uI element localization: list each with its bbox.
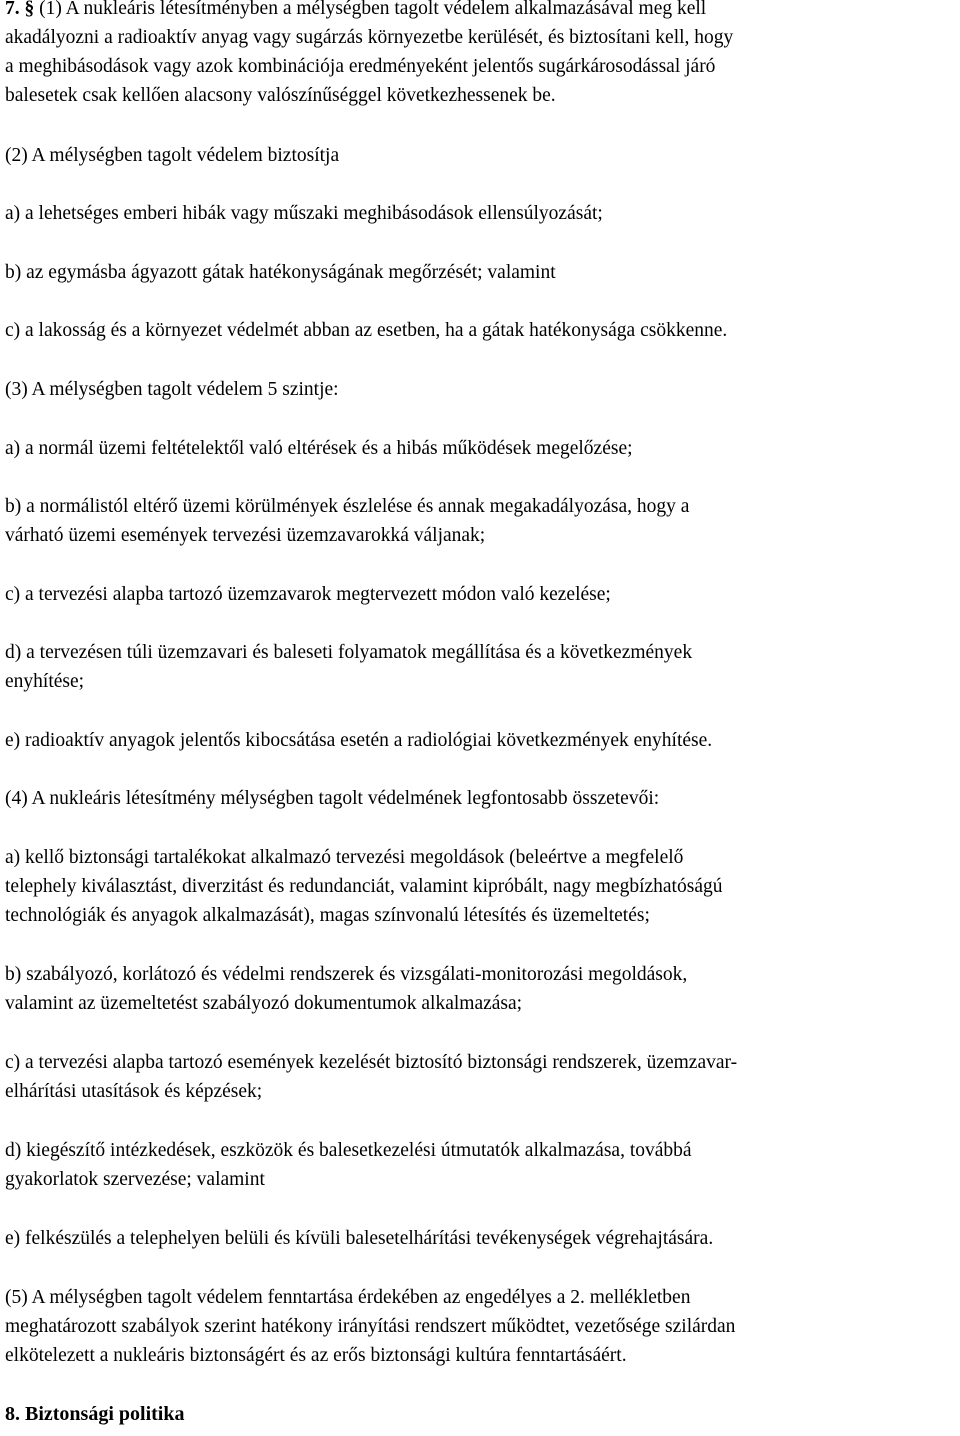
- paragraph-3-item-c: c) a tervezési alapba tartozó üzemzavarok megtervezett módon való kezelése;: [5, 584, 611, 605]
- paragraph-5-line-3: elkötelezett a nukleáris biztonságért és az erős biztonsági kultúra fenntartásáért.: [5, 1345, 627, 1366]
- paragraph-4-item-d-line-1: d) kiegészítő intézkedések, eszközök és balesetkezelési útmutatók alkalmazása, továbbá: [5, 1140, 692, 1161]
- paragraph-3-item-d-line-1: d) a tervezésen túli üzemzavari és baleseti folyamatok megállítása és a következmények: [5, 642, 693, 663]
- paragraph-text: (1) A nukleáris létesítményben a mélységben tagolt védelem alkalmazásával meg kell: [39, 0, 707, 19]
- paragraph-4-item-b-line-1: b) szabályozó, korlátozó és védelmi rendszerek és vizsgálati-monitorozási megoldások,: [5, 964, 688, 985]
- paragraph-4-item-a-line-3: technológiák és anyagok alkalmazását), magas színvonalú létesítés és üzemeltetés;: [5, 905, 650, 926]
- paragraph-4-item-c-line-1: c) a tervezési alapba tartozó események kezelését biztosító biztonsági rendszerek, üzemzavar-: [5, 1052, 738, 1073]
- section-7-line-4: balesetek csak kellően alacsony valószínűséggel következhessenek be.: [5, 85, 556, 106]
- paragraph-2-item-b: b) az egymásba ágyazott gátak hatékonyságának megőrzését; valamint: [5, 262, 556, 283]
- paragraph-4-item-a-line-2: telephely kiválasztást, diverzitást és redundanciát, valamint kipróbált, nagy megbízhatóságú: [5, 876, 723, 897]
- paragraph-5-line-1: (5) A mélységben tagolt védelem fenntartása érdekében az engedélyes a 2. mellékletben: [5, 1287, 691, 1308]
- paragraph-2-item-a: a) a lehetséges emberi hibák vagy műszaki meghibásodások ellensúlyozását;: [5, 203, 603, 224]
- section-7-line-3: a meghibásodások vagy azok kombinációja eredményeként jelentős sugárkárosodással járó: [5, 56, 716, 77]
- paragraph-4-item-e: e) felkészülés a telephelyen belüli és kívüli balesetelhárítási tevékenységek végrehajtására.: [5, 1228, 714, 1249]
- paragraph-5-line-2: meghatározott szabályok szerint hatékony irányítási rendszert működtet, vezetősége szilárdan: [5, 1316, 736, 1337]
- paragraph-2-item-c: c) a lakosság és a környezet védelmét abban az esetben, ha a gátak hatékonysága csökkenne.: [5, 320, 728, 341]
- paragraph-4-item-d-line-2: gyakorlatok szervezése; valamint: [5, 1169, 265, 1190]
- section-7-line-2: akadályozni a radioaktív anyag vagy sugárzás környezetbe kerülését, és biztosítani kell, hogy: [5, 27, 734, 48]
- paragraph-3-item-b-line-1: b) a normálistól eltérő üzemi körülmények észlelése és annak megakadályozása, hogy a: [5, 496, 690, 517]
- paragraph-4-item-a-line-1: a) kellő biztonsági tartalékokat alkalmazó tervezési megoldások (beleértve a megfelelő: [5, 847, 684, 868]
- paragraph-3-item-b-line-2: várható üzemi események tervezési üzemzavarokká váljanak;: [5, 525, 486, 546]
- paragraph-3-item-d-line-2: enyhítése;: [5, 671, 85, 692]
- paragraph-3-item-a: a) a normál üzemi feltételektől való eltérések és a hibás működések megelőzése;: [5, 438, 633, 459]
- paragraph-3-item-e: e) radioaktív anyagok jelentős kibocsátása esetén a radiológiai következmények enyhítése.: [5, 730, 713, 751]
- section-8-heading: 8. Biztonsági politika: [5, 1403, 185, 1425]
- paragraph-3-lead: (3) A mélységben tagolt védelem 5 szintje:: [5, 379, 339, 400]
- paragraph-4-lead: (4) A nukleáris létesítmény mélységben tagolt védelmének legfontosabb összetevői:: [5, 788, 660, 809]
- section-sign: §: [24, 0, 35, 19]
- paragraph-4-item-b-line-2: valamint az üzemeltetést szabályozó dokumentumok alkalmazása;: [5, 993, 523, 1014]
- section-7-line-1: [5, 0, 953, 23]
- paragraph-4-item-c-line-2: elhárítási utasítások és képzések;: [5, 1081, 263, 1102]
- paragraph-2-lead: (2) A mélységben tagolt védelem biztosítja: [5, 145, 340, 166]
- section-number: 7.: [5, 0, 20, 19]
